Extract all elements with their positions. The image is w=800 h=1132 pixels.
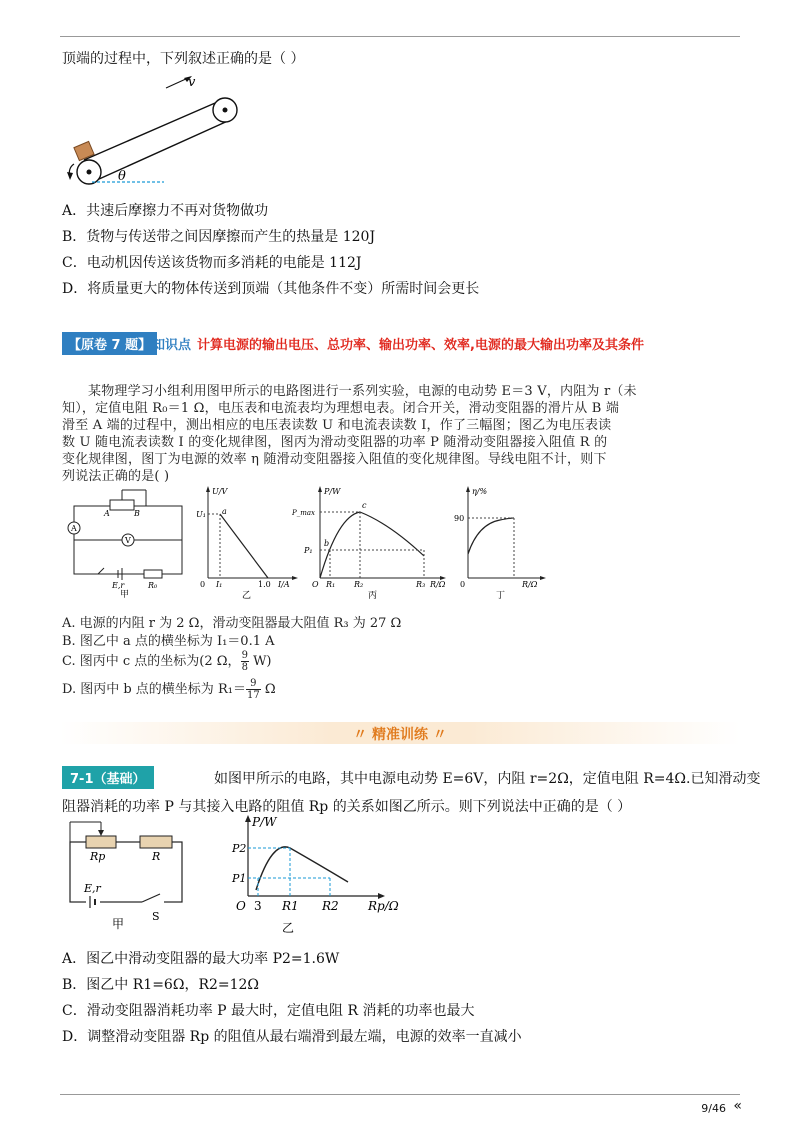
original-graph-bing — [290, 484, 452, 600]
svg-text:0: 0 — [460, 580, 466, 589]
practice-banner: 〃 精准训练 〃 — [60, 722, 740, 744]
svg-text:乙: 乙 — [242, 591, 252, 600]
svg-text:3: 3 — [254, 899, 262, 913]
svg-text:E,r: E,r — [112, 581, 125, 590]
svg-text:R₀: R₀ — [148, 581, 158, 590]
practice-option-a: A．图乙中滑动变阻器的最大功率 P2=1.6W — [62, 951, 340, 967]
svg-text:U/V: U/V — [212, 487, 228, 496]
svg-text:0: 0 — [200, 580, 206, 589]
svg-text:Rp: Rp — [90, 850, 106, 863]
practice-option-c: C．滑动变阻器消耗功率 P 最大时，定值电阻 R 消耗的功率也最大 — [62, 1003, 475, 1019]
prev-option-d: D．将质量更大的物体传送到顶端（其他条件不变）所需时间会更长 — [62, 281, 480, 297]
svg-text:P/W: P/W — [252, 815, 277, 829]
top-rule — [60, 36, 740, 37]
v-label: v — [188, 75, 196, 90]
practice-stem-line-2: 阻器消耗的功率 P 与其接入电路的阻值 Rp 的关系如图乙所示。则下列说法中正确的是（ ） — [62, 799, 632, 815]
original-graph-ding — [450, 484, 550, 600]
svg-text:丁: 丁 — [496, 591, 506, 600]
conveyor-figure — [62, 72, 252, 192]
svg-text:R₂: R₂ — [354, 580, 364, 589]
practice-circuit-jia — [62, 816, 192, 932]
prev-stem-tail: 顶端的过程中，下列叙述正确的是（ ） — [62, 51, 305, 67]
svg-text:A: A — [71, 524, 77, 533]
original-circuit-jia — [62, 488, 192, 598]
kp-text: 计算电源的输出电压、总功率、输出功率、效率,电源的最大输出功率及其条件 — [197, 338, 644, 353]
svg-text:丙: 丙 — [368, 591, 378, 600]
svg-text:甲: 甲 — [112, 917, 125, 931]
svg-text:O: O — [312, 580, 319, 589]
original-option-d: D. 图丙中 b 点的横坐标为 R₁＝ $\frac{9}{17}$ Ω — [62, 678, 276, 701]
practice-option-d: D．调整滑动变阻器 Rp 的阻值从最右端滑到最左端，电源的效率一直减小 — [62, 1029, 522, 1045]
svg-text:甲: 甲 — [120, 590, 130, 598]
svg-text:A: A — [104, 509, 110, 518]
svg-text:P2: P2 — [232, 842, 247, 855]
svg-text:V: V — [125, 536, 131, 545]
svg-text:P1: P1 — [232, 872, 247, 885]
svg-text:O: O — [236, 899, 246, 913]
original-stem-line-6: 列说法正确的是( ) — [62, 469, 170, 484]
prev-option-c: C．电动机因传送该货物而多消耗的电能是 112J — [62, 255, 362, 271]
original-option-a: A. 电源的内阻 r 为 2 Ω，滑动变阻器最大阻值 R₃ 为 27 Ω — [62, 616, 402, 631]
original-option-c: C. 图丙中 c 点的坐标为(2 Ω， $\frac{9}{8}$ W) — [62, 650, 272, 673]
page-chevron-icon: « — [733, 1098, 742, 1114]
svg-text:a: a — [222, 507, 227, 516]
practice-graph-yi — [222, 812, 402, 936]
original-stem-line-3: 滑至 A 端的过程中，测出相应的电压表读数 U 和电流表读数 I，作了三幅图；图乙为电压表读 — [62, 418, 612, 433]
page-number: 9/46 — [701, 1102, 726, 1115]
svg-text:η/%: η/% — [472, 487, 488, 496]
svg-text:R: R — [152, 850, 161, 863]
original-stem-line-1: 某物理学习小组利用图甲所示的电路图进行一系列实验，电源的电动势 E＝3 V，内阻为 r（未 — [88, 384, 637, 399]
svg-text:1.0: 1.0 — [258, 580, 271, 589]
bottom-rule — [60, 1094, 740, 1095]
prev-option-b: B．货物与传送带之间因摩擦而产生的热量是 120J — [62, 229, 376, 245]
original-graph-yi — [196, 484, 300, 600]
svg-text:I/A: I/A — [278, 580, 290, 589]
original-stem-line-2: 知），定值电阻 R₀＝1 Ω，电压表和电流表均为理想电表。闭合开关，滑动变阻器的滑片从 B 端 — [62, 401, 620, 416]
svg-text:R₁: R₁ — [326, 580, 336, 589]
practice-tag: 7-1（基础） — [62, 766, 154, 789]
kp-label: 知识点 — [152, 338, 192, 353]
svg-text:乙: 乙 — [282, 921, 295, 935]
svg-text:I₁: I₁ — [216, 580, 223, 589]
svg-text:P₁: P₁ — [304, 546, 313, 555]
original-option-b: B. 图乙中 a 点的横坐标为 I₁＝0.1 A — [62, 634, 275, 649]
cargo-box — [74, 141, 94, 160]
svg-text:R2: R2 — [322, 899, 339, 913]
original-stem-line-5: 变化规律图，图丁为电源的效率 η 随滑动变阻器接入阻值的变化规律图。导线电阻不计，则下 — [62, 452, 607, 467]
svg-text:c: c — [362, 501, 367, 510]
svg-text:b: b — [324, 539, 330, 548]
svg-text:R/Ω: R/Ω — [522, 580, 538, 589]
svg-text:R₃: R₃ — [416, 580, 426, 589]
knowledge-point — [152, 332, 644, 355]
svg-text:P/W: P/W — [324, 487, 341, 496]
theta-label: θ — [118, 169, 126, 184]
prev-option-a: A．共速后摩擦力不再对货物做功 — [62, 203, 269, 219]
original-stem-line-4: 数 U 随电流表读数 I 的变化规律图，图丙为滑动变阻器的功率 P 随滑动变阻器接入阻值 R 的 — [62, 435, 608, 450]
svg-text:Rp/Ω: Rp/Ω — [368, 899, 399, 913]
original-question-tag: 【原卷 7 题】 — [62, 332, 157, 355]
practice-stem-line-1: 如图甲所示的电路，其中电源电动势 E=6V，内阻 r=2Ω，定值电阻 R=4Ω.已知滑动变 — [214, 771, 761, 787]
svg-text:E,r: E,r — [84, 882, 101, 895]
svg-text:B: B — [134, 509, 140, 518]
svg-text:S: S — [152, 910, 160, 923]
svg-text:90: 90 — [454, 514, 465, 523]
svg-text:R/Ω: R/Ω — [430, 580, 446, 589]
svg-text:P_max: P_max — [292, 509, 315, 517]
svg-text:R1: R1 — [282, 899, 299, 913]
svg-text:U₁: U₁ — [196, 510, 206, 519]
practice-option-b: B．图乙中 R1=6Ω，R2=12Ω — [62, 977, 260, 993]
